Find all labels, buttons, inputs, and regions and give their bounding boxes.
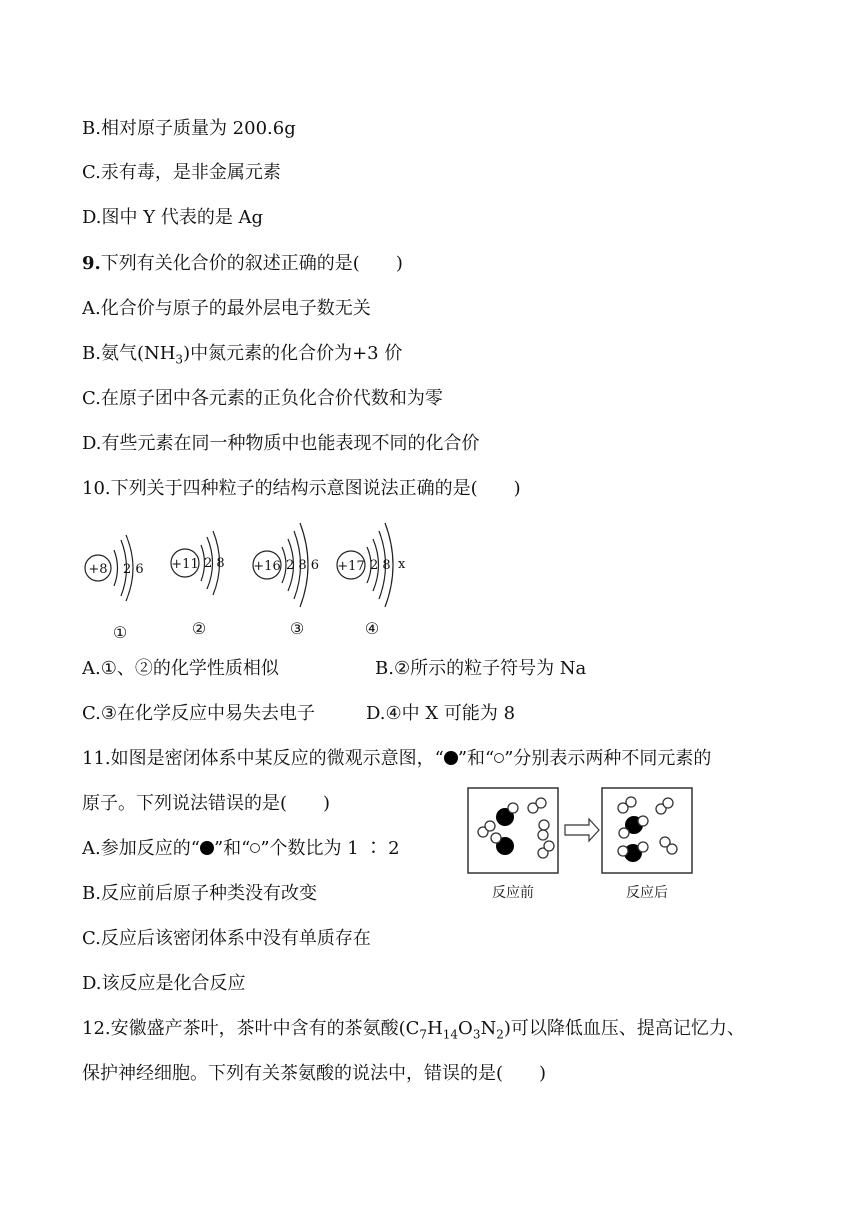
q11-option-a-pre: A.参加反应的“ <box>82 838 200 859</box>
particle-4-extra: x <box>398 557 406 572</box>
q9-option-d: D.有些元素在同一种物质中也能表现不同的化合价 <box>82 433 480 454</box>
white-atom-icon <box>250 843 260 853</box>
particle-4-shells: 2 8 <box>370 558 391 573</box>
q9-option-b-post: )中氮元素的化合价为+3 价 <box>183 343 403 364</box>
q8-option-b: B.相对原子质量为 200.6g <box>82 118 296 139</box>
particle-4-label: ④ <box>364 619 380 638</box>
q12-line1-pre: 12.安徽盛产茶叶，茶叶中含有的茶氨酸(C <box>82 1018 420 1039</box>
after-box <box>602 788 692 873</box>
particle-1-label: ① <box>112 623 128 642</box>
particle-2-shells: 2 8 <box>204 556 225 571</box>
q11-stem <box>82 747 711 771</box>
q12-stem-line1 <box>82 1017 745 1047</box>
q12-line1-post: )可以降低血压、提高记忆力、 <box>503 1018 745 1039</box>
q8-option-c: C.汞有毒，是非金属元素 <box>82 162 281 183</box>
q12-h: H <box>427 1018 443 1039</box>
q9-stem-text: 下列有关化合价的叙述正确的是( ) <box>100 253 403 274</box>
q11-stem-line2: 原子。下列说法错误的是( ) <box>82 793 331 814</box>
q11-stem-post: ”分别表示两种不同元素的 <box>504 748 712 769</box>
q12-n: N <box>480 1018 497 1039</box>
q11-option-c: C.反应后该密闭体系中没有单质存在 <box>82 928 371 949</box>
q9-number: 9. <box>82 253 101 274</box>
particle-3-label: ③ <box>289 619 305 638</box>
q11-option-a-mid: ”和“ <box>213 838 251 859</box>
after-label: 反应后 <box>626 885 668 901</box>
q9-option-b <box>82 342 402 372</box>
q9-option-b-pre: B.氨气(NH <box>82 343 176 364</box>
q10-option-c: C.③在化学反应中易失去电子 <box>82 703 315 724</box>
white-atom-icon <box>494 753 504 763</box>
reaction-diagram <box>465 783 705 908</box>
q12-sub-h: 14 <box>442 1027 459 1042</box>
before-label: 反应前 <box>492 885 534 901</box>
q12-sub-c: 7 <box>419 1027 428 1042</box>
q12-sub-o: 3 <box>472 1027 481 1042</box>
after-molecules <box>618 797 677 862</box>
particle-1-nucleus: +8 <box>88 562 108 577</box>
q9-stem <box>82 252 403 276</box>
particle-2-nucleus: +11 <box>171 557 199 572</box>
black-atom-icon <box>444 751 458 765</box>
q10-option-b: B.②所示的粒子符号为 Na <box>375 658 587 679</box>
arrow-icon <box>565 819 599 841</box>
atom-structure-diagrams <box>80 510 420 645</box>
particle-4-nucleus: +17 <box>337 559 365 574</box>
q10-option-d: D.④中 X 可能为 8 <box>366 703 516 724</box>
q9-option-b-sub: 3 <box>175 352 184 367</box>
q11-option-a <box>82 837 400 861</box>
particle-1-shells: 2 6 <box>123 562 144 577</box>
q8-option-d: D.图中 Y 代表的是 Ag <box>82 207 264 228</box>
q11-option-d: D.该反应是化合反应 <box>82 973 246 994</box>
q10-stem: 10.下列关于四种粒子的结构示意图说法正确的是( ) <box>82 478 521 499</box>
q11-option-a-post: ”个数比为 1 ∶ 2 <box>260 838 400 859</box>
q11-stem-mid: ”和“ <box>457 748 495 769</box>
q10-option-a: A.①、②的化学性质相似 <box>82 658 279 679</box>
q12-sub-n: 2 <box>496 1027 504 1042</box>
particle-2-label: ② <box>191 619 207 638</box>
before-molecules <box>478 798 554 858</box>
q11-stem-pre: 11.如图是密闭体系中某反应的微观示意图，“ <box>82 748 444 769</box>
q12-o: O <box>458 1018 473 1039</box>
q9-option-a: A.化合价与原子的最外层电子数无关 <box>82 298 371 319</box>
particle-3-nucleus: +16 <box>253 559 281 574</box>
q9-option-c: C.在原子团中各元素的正负化合价代数和为零 <box>82 388 443 409</box>
particle-3-shells: 2 8 6 <box>286 558 320 573</box>
q12-stem-line2: 保护神经细胞。下列有关茶氨酸的说法中，错误的是( ) <box>82 1063 547 1084</box>
black-atom-icon <box>200 841 214 855</box>
q11-option-b: B.反应前后原子种类没有改变 <box>82 883 317 904</box>
